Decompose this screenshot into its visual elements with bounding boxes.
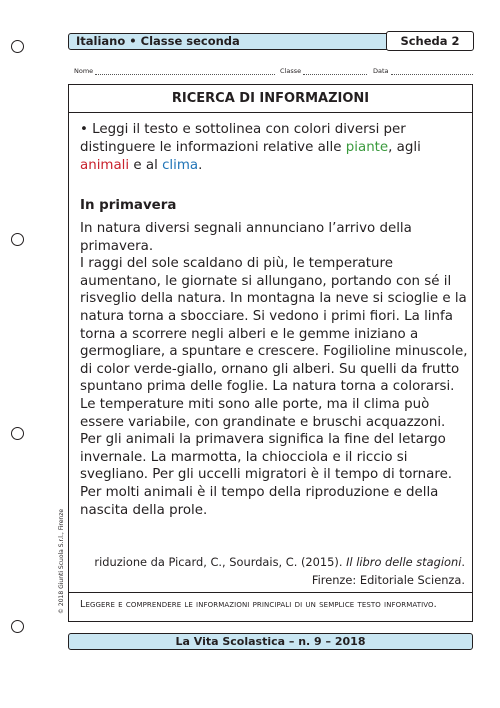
story-paragraph: Le temperature miti sono alle porte, ma il clima può essere variabile, con grandinate e bruschi acquazzoni. xyxy=(80,396,446,430)
binder-hole-1 xyxy=(11,40,24,53)
subject-label: Italiano • Classe seconda xyxy=(76,34,240,48)
story-paragraph: I raggi del sole scaldano di più, le temperature aumentano, le giornate si allungano, portando con sé il risveglio della natura. In montagna la neve si scioglie e la natura torna a sbocciare. Si vedono i primi fiori. La linfa torna a scorrere negli alberi e le gemme iniziano a germogliare, a spuntare e crescere. Fogilioline minuscole, di color verde-giallo, ornano gli alberi. Su quelli da frutto spuntano prima delle foglie. La natura torna a colorarsi. xyxy=(80,256,468,395)
name-label: Nome xyxy=(74,67,94,75)
footer-bar: La Vita Scolastica – n. 9 – 2018 xyxy=(68,633,473,650)
credit-suffix: . xyxy=(461,555,465,569)
publisher: Firenze: Editoriale Scienza. xyxy=(311,573,465,587)
bullet-icon: • xyxy=(80,122,88,137)
date-field[interactable] xyxy=(373,67,473,75)
class-line xyxy=(303,68,367,75)
title-divider xyxy=(68,112,473,113)
instruction xyxy=(80,121,468,175)
binder-hole-3 xyxy=(11,427,24,440)
word-clima: clima xyxy=(162,158,199,173)
learning-objective: Leggere e comprendere le informazioni principali di un semplice testo informativo. xyxy=(80,599,437,610)
book-title: Il libro delle stagioni xyxy=(346,555,462,569)
objective-divider xyxy=(68,592,473,593)
story-paragraph: Per gli animali la primavera significa la fine del letargo invernale. La marmotta, la chiocciola e il riccio si svegliano. Per gli uccelli migratori è il tempo di tornare. Per molti animali è il tempo della riproduzione e della nascita della prole. xyxy=(80,432,453,518)
binder-hole-2 xyxy=(11,233,24,246)
name-line xyxy=(95,68,275,75)
source-credit xyxy=(80,555,465,569)
story-title: In primavera xyxy=(80,198,177,213)
instruction-text-mid2: e al xyxy=(133,158,158,173)
name-field[interactable] xyxy=(74,67,275,75)
class-label: Classe xyxy=(280,67,302,75)
sheet-label: Scheda 2 xyxy=(386,31,474,51)
date-label: Data xyxy=(373,67,389,75)
instruction-text-end: . xyxy=(198,158,203,173)
binder-hole-4 xyxy=(11,620,24,633)
class-field[interactable] xyxy=(280,67,367,75)
page-title: RICERCA DI INFORMAZIONI xyxy=(171,91,370,106)
word-animali: animali xyxy=(80,158,130,173)
date-line xyxy=(391,68,473,75)
credit-prefix: riduzione da Picard, C., Sourdais, C. (2015). xyxy=(94,555,343,569)
instruction-text: Leggi il testo e sottolinea con colori diversi per distinguere le informazioni relative alle xyxy=(80,122,406,155)
story-text xyxy=(80,220,472,519)
story-paragraph: In natura diversi segnali annunciano l’arrivo della primavera. xyxy=(80,221,412,254)
copyright-note: © 2018 Giunti Scuola S.r.l., Firenze xyxy=(58,508,65,614)
word-piante: piante xyxy=(345,140,389,155)
instruction-text-mid1: , agli xyxy=(388,140,421,155)
